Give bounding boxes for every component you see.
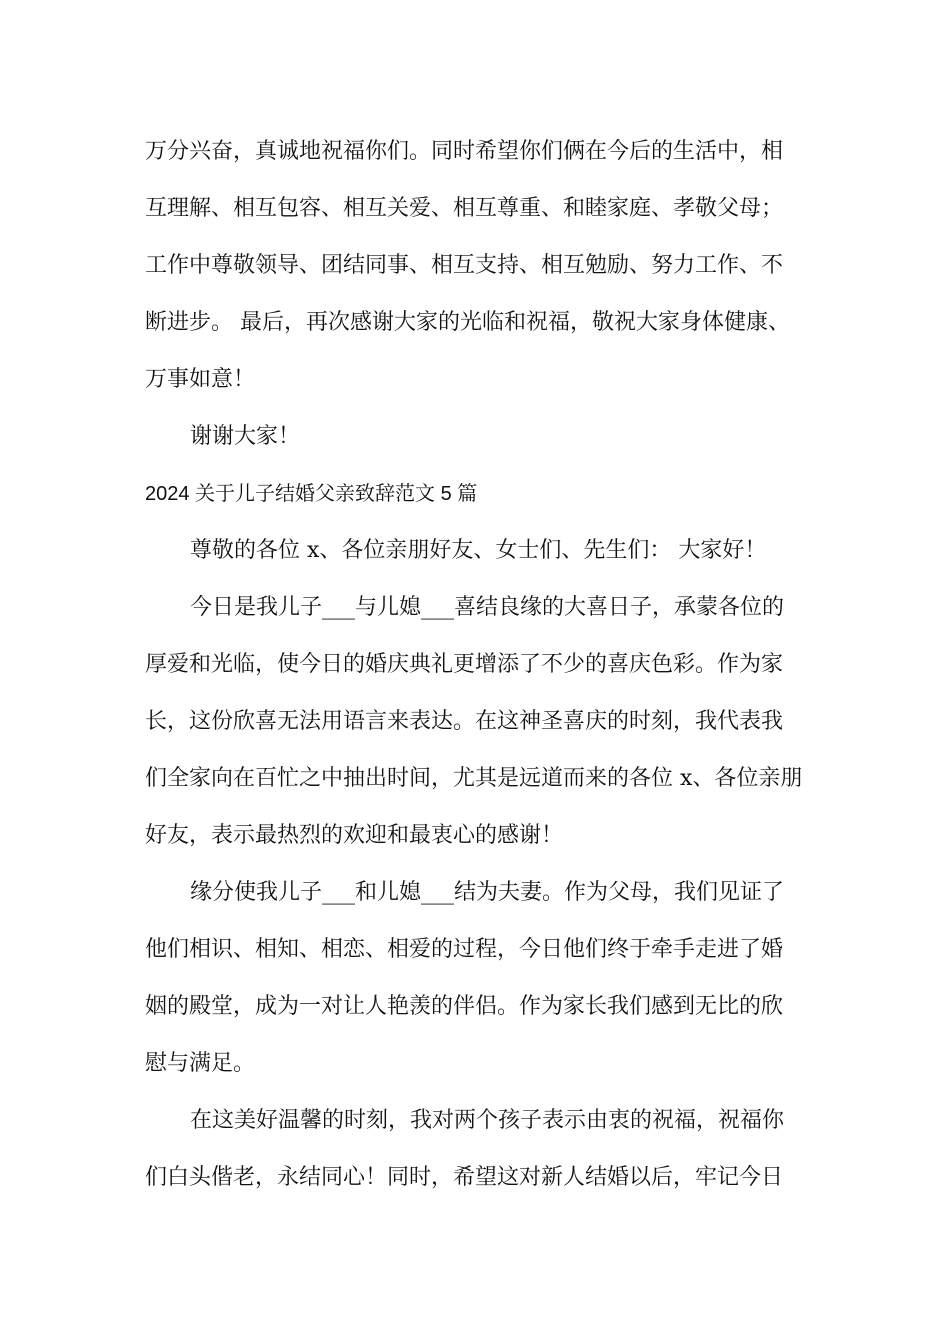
- paragraph-line: 万事如意！: [145, 367, 256, 392]
- paragraph-line: 互理解、相互包容、相互关爱、相互尊重、和睦家庭、孝敬父母；: [145, 196, 784, 221]
- paragraph-line: 好友，表示最热烈的欢迎和最衷心的感谢！: [145, 823, 564, 848]
- paragraph-line: 慰与满足。: [145, 1051, 256, 1076]
- paragraph-line: 断进步。 最后，再次感谢大家的光临和祝福，敬祝大家身体健康、: [145, 310, 790, 335]
- paragraph-line: 在这美好温馨的时刻，我对两个孩子表示由衷的祝福，祝福你: [190, 1108, 785, 1133]
- paragraph-line: 厚爱和光临，使今日的婚庆典礼更增添了不少的喜庆色彩。作为家: [145, 652, 784, 677]
- paragraph-line: 们白头偕老，永结同心！同时，希望这对新人结婚以后，牢记今日: [145, 1165, 784, 1190]
- paragraph-line: 们全家向在百忙之中抽出时间，尤其是远道而来的各位 x、各位亲朋: [145, 766, 803, 791]
- paragraph-line: 工作中尊敬领导、团结同事、相互支持、相互勉励、努力工作、不: [145, 253, 784, 278]
- paragraph-line: 缘分使我儿子___和儿媳___结为夫妻。作为父母，我们见证了: [190, 880, 785, 905]
- paragraph-line: 今日是我儿子___与儿媳___喜结良缘的大喜日子，承蒙各位的: [190, 595, 785, 620]
- paragraph-line: 长，这份欣喜无法用语言来表达。在这神圣喜庆的时刻，我代表我: [145, 709, 784, 734]
- paragraph-line: 姻的殿堂，成为一对让人艳羡的伴侣。作为家长我们感到无比的欣: [145, 994, 784, 1019]
- closing-line: 谢谢大家！: [190, 424, 301, 449]
- section-heading: 2024 关于儿子结婚父亲致辞范文 5 篇: [145, 483, 478, 505]
- paragraph-line: 万分兴奋，真诚地祝福你们。同时希望你们俩在今后的生活中，相: [145, 139, 784, 164]
- paragraph-line: 他们相识、相知、相恋、相爱的过程，今日他们终于牵手走进了婚: [145, 937, 784, 962]
- greeting-line: 尊敬的各位 x、各位亲朋好友、女士们、先生们： 大家好！: [190, 538, 767, 563]
